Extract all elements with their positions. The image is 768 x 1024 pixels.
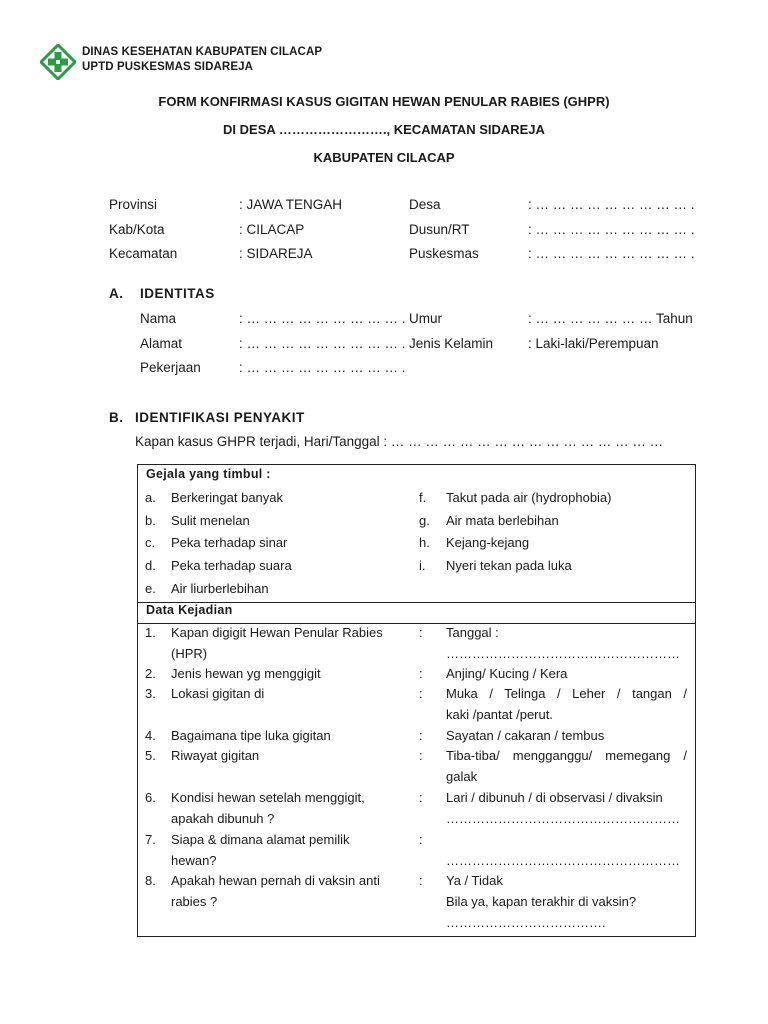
umur-value: : … … … … … … … Tahun [528,311,693,326]
kejadian-question-cont: apakah dibunuh ? [171,811,275,826]
kejadian-question-cont: hewan? [171,853,217,868]
kejadian-colon: : [419,686,423,701]
kejadian-row-number: 3. [145,686,156,701]
kejadian-question: Kapan digigit Hewan Penular Rabies [171,625,383,640]
kejadian-row-number: 8. [145,873,156,888]
kejadian-answer: Tiba-tiba/ mengganggu/ memegang / [446,748,687,763]
kejadian-answer: Anjing/ Kucing / Kera [446,666,568,681]
kejadian-row-number: 2. [145,666,156,681]
provinsi-label: Provinsi [109,197,158,212]
form-title-line2: DI DESA ……………………., KECAMATAN SIDAREJA [223,122,545,137]
kejadian-row-number: 6. [145,790,156,805]
kejadian-answer: Ya / Tidak [446,873,503,888]
kejadian-colon: : [419,748,423,763]
org-name-line1: DINAS KESEHATAN KABUPATEN CILACAP [82,46,323,58]
pekerjaan-value: : … … … … … … … … … . [239,360,406,375]
symptoms-heading: Gejala yang timbul : [146,467,271,481]
kejadian-question: Riwayat gigitan [171,748,260,763]
symptom-item: Berkeringat banyak [171,490,284,505]
kejadian-answer-cont: ……………………………………………… [446,811,680,826]
kejadian-answer-cont: kaki /pantat /perut. [446,707,553,722]
kejadian-answer-cont: galak [446,769,478,784]
kejadian-row-number: 7. [145,832,156,847]
section-b-letter: B. [109,410,124,425]
symptom-item: Sulit menelan [171,512,250,528]
symptom-letter: a. [145,490,156,505]
kejadian-colon: : [419,625,423,640]
kejadian-answer-cont: ……………………………………………… [446,853,680,868]
table-divider-kejadian [137,623,696,624]
symptom-item: Peka terhadap suara [171,558,292,574]
kejadian-question: Lokasi gigitan di [171,686,265,701]
umur-label: Umur [409,311,442,326]
kejadian-colon: : [419,666,423,681]
section-b-title: IDENTIFIKASI PENYAKIT [135,410,305,425]
symptom-letter: d. [145,558,156,574]
dusun-value: : … … … … … … … … … . [528,222,695,237]
kejadian-colon: : [419,873,423,888]
symptom-item: Kejang-kejang [446,535,530,551]
kejadian-question: Siapa & dimana alamat pemilik [171,832,350,847]
kejadian-answer: Muka / Telinga / Leher / tangan / [446,686,687,701]
section-a-letter: A. [109,286,124,301]
symptom-letter: i. [419,558,426,574]
kabkota-label: Kab/Kota [109,222,165,237]
kejadian-heading: Data Kejadian [146,603,233,617]
kejadian-row-number: 4. [145,728,156,743]
symptom-item: Peka terhadap sinar [171,535,288,551]
kejadian-answer: Sayatan / cakaran / tembus [446,728,605,743]
symptom-letter: e. [145,580,156,596]
section-a-title: IDENTITAS [140,286,215,301]
jenis-kelamin-value: : Laki-laki/Perempuan [528,336,659,351]
kejadian-colon: : [419,728,423,743]
symptom-letter: b. [145,512,156,528]
kejadian-answer: Lari / dibunuh / di observasi / divaksin [446,790,663,805]
kejadian-question-cont: (HPR) [171,646,208,661]
kapan-kasus-question: Kapan kasus GHPR terjadi, Hari/Tanggal : … … … … … … … … … … … … … … … … [135,434,664,449]
dusun-label: Dusun/RT [409,222,470,237]
kejadian-answer-cont: ……………………………………………… [446,646,680,661]
kejadian-row-number: 1. [145,625,156,640]
puskesmas-label: Puskesmas [409,246,479,261]
kejadian-question: Jenis hewan yg menggigit [171,666,321,681]
form-title-line1: FORM KONFIRMASI KASUS GIGITAN HEWAN PENULAR RABIES (GHPR) [158,94,610,109]
symptom-letter: g. [419,512,430,528]
kejadian-row-number: 5. [145,748,156,763]
kejadian-question: Kondisi hewan setelah menggigit, [171,790,365,805]
jenis-kelamin-label: Jenis Kelamin [409,336,494,351]
symptom-letter: h. [419,535,430,551]
provinsi-value: : JAWA TENGAH [239,197,343,212]
kejadian-question-cont: rabies ? [171,894,218,909]
puskesmas-value: : … … … … … … … … … . [528,246,695,261]
kabkota-value: : CILACAP [239,222,305,237]
form-title-line3: KABUPATEN CILACAP [313,150,455,165]
kejadian-colon: : [419,832,423,847]
kecamatan-label: Kecamatan [109,246,178,261]
nama-label: Nama [140,311,177,326]
kecamatan-value: : SIDAREJA [239,246,313,261]
symptom-letter: f. [419,490,427,505]
pekerjaan-label: Pekerjaan [140,360,201,375]
symptom-item: Air liurberlebihan [171,580,269,596]
health-cross-logo-icon [40,44,76,80]
kejadian-answer-cont: ………………………………. [446,915,606,930]
symptom-item: Nyeri tekan pada luka [446,558,572,574]
kejadian-colon: : [419,790,423,805]
symptom-letter: c. [145,535,156,551]
logo [40,44,76,80]
desa-value: : … … … … … … … … … . [528,197,695,212]
nama-value: : … … … … … … … … … . [239,311,406,326]
desa-label: Desa [409,197,441,212]
symptom-item: Air mata berlebihan [446,512,559,528]
kejadian-answer: Tanggal : [446,625,499,640]
org-name-line2: UPTD PUSKESMAS SIDAREJA [82,61,253,73]
symptom-item: Takut pada air (hydrophobia) [446,490,612,505]
alamat-value: : … … … … … … … … … . [239,336,406,351]
kejadian-question: Bagaimana tipe luka gigitan [171,728,331,743]
kejadian-answer-cont: Bila ya, kapan terakhir di vaksin? [446,894,637,909]
alamat-label: Alamat [140,336,183,351]
kejadian-question: Apakah hewan pernah di vaksin anti [171,873,380,888]
